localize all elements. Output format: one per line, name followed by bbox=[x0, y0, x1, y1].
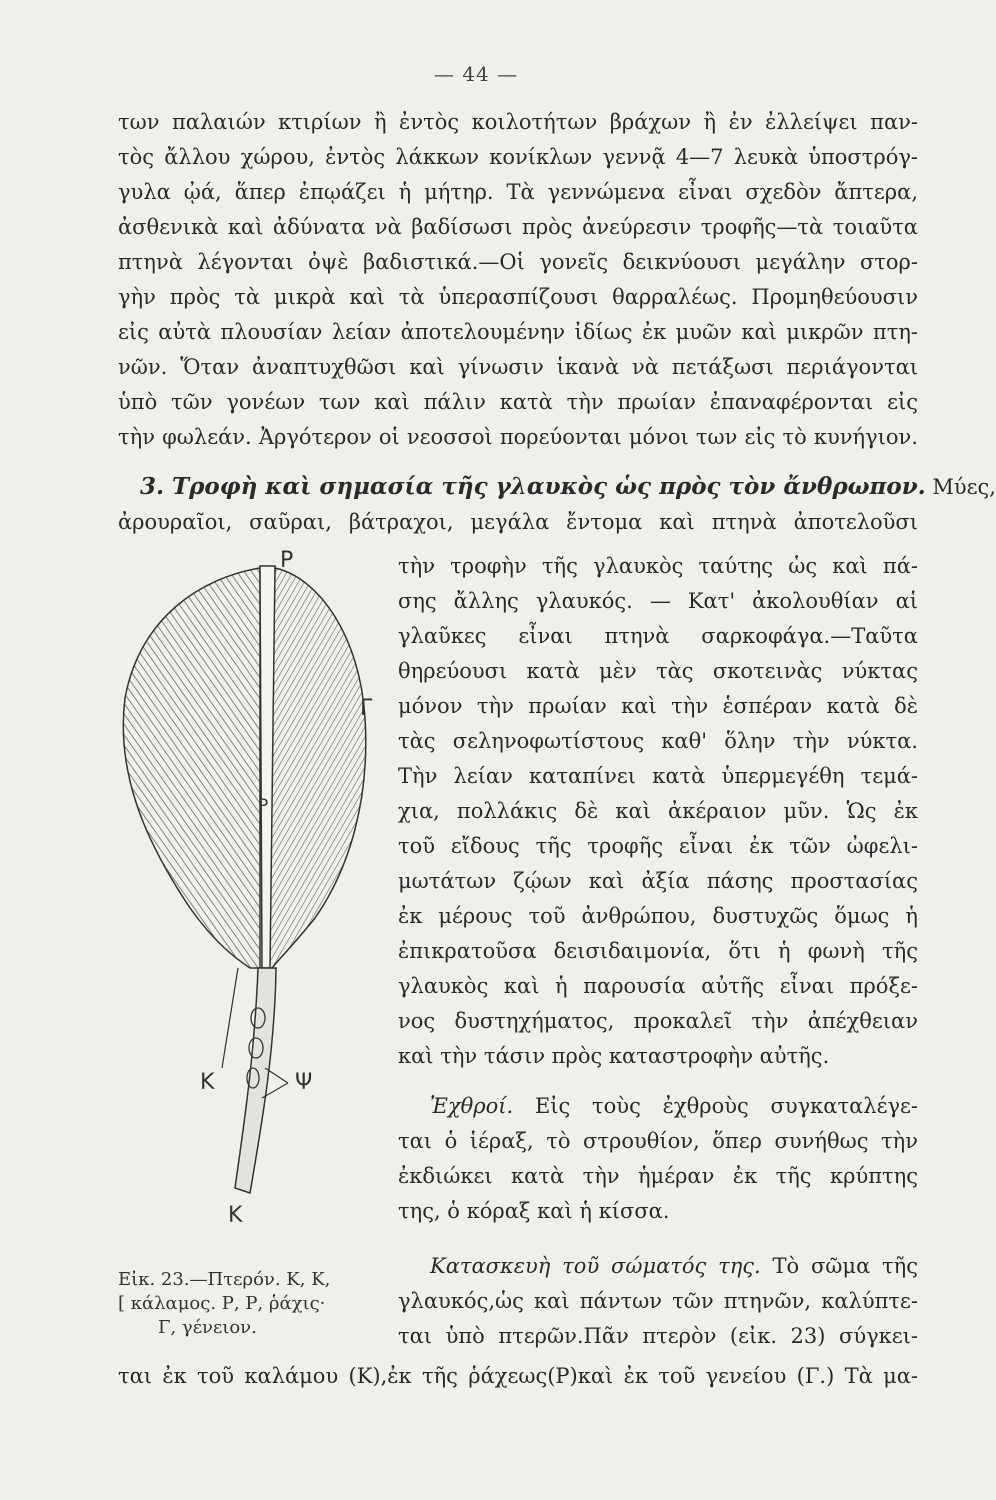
structure-title: Κατασκευὴ τοῦ σώματός της. bbox=[430, 1254, 761, 1278]
figure-label-rachis-top: Ρ bbox=[280, 548, 294, 573]
enemies-text: Εἰς τοὺς ἐχθροὺς συγκαταλέγε- bbox=[534, 1094, 918, 1118]
figure-label-rachis-middle: Ρ bbox=[258, 796, 269, 816]
paragraph-line: γυλα ᾠά, ἅπερ ἐπῳάζει ἡ μήτηρ. Τὰ γεννώμενα εἶναι σχεδὸν ἄπτερα, bbox=[118, 180, 918, 204]
paragraph-line: ἀσθενικὰ καὶ ἀδύνατα νὰ βαδίσωσι πρὸς ἀνεύρεσιν τροφῆς—τὰ τοιαῦτα bbox=[118, 215, 918, 239]
column-line: γλαυκός,ὡς καὶ πάντων τῶν πτηνῶν, καλύπτε- bbox=[398, 1289, 918, 1313]
paragraph-line: ἀρουραῖοι, σαῦραι, βάτραχοι, μεγάλα ἔντομα καὶ πτηνὰ ἀποτελοῦσι bbox=[118, 510, 918, 534]
structure-text: Τὸ σῶμα τῆς bbox=[772, 1254, 919, 1278]
column-line: χια, πολλάκις δὲ καὶ ἀκέραιον μῦν. Ὡς ἐκ bbox=[398, 799, 918, 823]
column-line: γλαῦκες εἶναι πτηνὰ σαρκοφάγα.—Ταῦτα bbox=[398, 624, 918, 648]
column-line bbox=[430, 1252, 918, 1280]
caption-line: Εἰκ. 23.—Πτερόν. Κ, Κ, bbox=[118, 1269, 331, 1290]
feather-figure bbox=[110, 548, 395, 1233]
paragraph-line: πτηνὰ λέγονται ὀψὲ βαδιστικά.—Οἱ γονεῖς δεικνύουσι μεγάλην στορ- bbox=[118, 250, 918, 274]
paragraph-line: ὑπὸ τῶν γονέων των καὶ πάλιν κατὰ τὴν πρωίαν ἐπαναφέρονται εἰς bbox=[118, 390, 918, 414]
column-line: ἐκ μέρους τοῦ ἀνθρώπου, δυστυχῶς ὅμως ἡ bbox=[398, 904, 918, 928]
section-heading: 3. Τροφὴ καὶ σημασία τῆς γλαυκὸς ὡς πρὸς τὸν ἄνθρωπον. bbox=[140, 473, 926, 500]
column-line: γλαυκὸς καὶ ἡ παρουσία αὐτῆς εἶναι πρόξε- bbox=[398, 974, 918, 998]
paragraph-line: νῶν. Ὅταν ἀναπτυχθῶσι καὶ γίνωσιν ἱκανὰ νὰ πετάξωσι περιάγονται bbox=[118, 355, 918, 379]
column-line: μόνον τὴν πρωίαν καὶ τὴν ἑσπέραν κατὰ δὲ bbox=[398, 694, 918, 718]
column-line: της, ὁ κόραξ καὶ ἡ κίσσα. bbox=[398, 1199, 670, 1223]
figure-label-calamus-bottom: Κ bbox=[228, 1203, 243, 1228]
figure-caption bbox=[118, 1268, 398, 1340]
paragraph-line: γὴν πρὸς τὰ μικρὰ καὶ τὰ ὑπερασπίζουσι θαρραλέως. Προμηθεύουσιν bbox=[118, 285, 918, 309]
column-line: ται ὑπὸ πτερῶν.Πᾶν πτερὸν (εἰκ. 23) σύγκει- bbox=[398, 1324, 918, 1348]
column-line: τοῦ εἴδους τῆς τροφῆς εἶναι ἐκ τῶν ὠφελι- bbox=[398, 834, 918, 858]
column-line: θηρεύουσι κατὰ μὲν τὰς σκοτεινὰς νύκτας bbox=[398, 659, 918, 683]
column-line: Τὴν λείαν καταπίνει κατὰ ὑπερμεγέθη τεμά- bbox=[398, 764, 918, 788]
column-line: καὶ τὴν τάσιν πρὸς καταστροφὴν αὐτῆς. bbox=[398, 1044, 830, 1068]
section-heading-line bbox=[140, 473, 996, 501]
figure-label-vane: Γ bbox=[360, 696, 373, 721]
paragraph-line: τὴν φωλεάν. Ἀργότερον οἱ νεοσσοὶ πορεύονται μόνοι των εἰς τὸ κυνήγιον. bbox=[118, 425, 918, 449]
paragraph-line: των παλαιών κτιρίων ἢ ἐντὸς κοιλοτήτων βράχων ἢ ἐν ἐλλείψει παν- bbox=[118, 110, 918, 134]
column-line: ται ὁ ἱέραξ, τὸ στρουθίον, ὅπερ συνήθως τὴν bbox=[398, 1129, 918, 1153]
enemies-title: Ἐχθροί. bbox=[430, 1094, 514, 1118]
paragraph-line: ται ἐκ τοῦ καλάμου (Κ),ἐκ τῆς ῥάχεως(Ρ)καὶ ἐκ τοῦ γενείου (Γ.) Τὰ μα- bbox=[118, 1364, 918, 1388]
figure-label-psi: Ψ bbox=[295, 1070, 313, 1095]
column-line: τὰς σεληνοφωτίστους καθ' ὅλην τὴν νύκτα. bbox=[398, 729, 918, 753]
caption-line: [ κάλαμος. Ρ, Ρ, ῥάχις· bbox=[118, 1293, 326, 1314]
figure-label-calamus: Κ bbox=[200, 1070, 215, 1095]
column-line: νος δυστηχήματος, προκαλεῖ τὴν ἀπέχθειαν bbox=[398, 1009, 918, 1033]
column-line: μωτάτων ζῴων καὶ ἀξία πάσης προστασίας bbox=[398, 869, 918, 893]
page-number: — 44 — bbox=[433, 62, 519, 86]
column-line: ἐπικρατοῦσα δεισιδαιμονία, ὅτι ἡ φωνὴ τῆς bbox=[398, 939, 918, 963]
paragraph-line: τὸς ἄλλου χώρου, ἐντὸς λάκκων κονίκλων γεννᾷ 4—7 λευκὰ ὑποστρόγ- bbox=[118, 145, 918, 169]
paragraph-line: εἰς αὐτὰ πλουσίαν λείαν ἀποτελουμένην ἰδίως ἐκ μυῶν καὶ μικρῶν πτη- bbox=[118, 320, 918, 344]
column-line: ἐκδιώκει κατὰ τὴν ἡμέραν ἐκ τῆς κρύπτης bbox=[398, 1164, 918, 1188]
column-line: τὴν τροφὴν τῆς γλαυκὸς ταύτης ὡς καὶ πά- bbox=[398, 554, 918, 578]
caption-line: Γ, γένειον. bbox=[158, 1317, 257, 1338]
column-line bbox=[430, 1092, 918, 1120]
section-heading-tail: Μύες, bbox=[932, 475, 996, 499]
feather-illustration bbox=[110, 548, 395, 1233]
column-line: σης ἄλλης γλαυκός. — Κατ' ἀκολουθίαν αἱ bbox=[398, 589, 918, 613]
